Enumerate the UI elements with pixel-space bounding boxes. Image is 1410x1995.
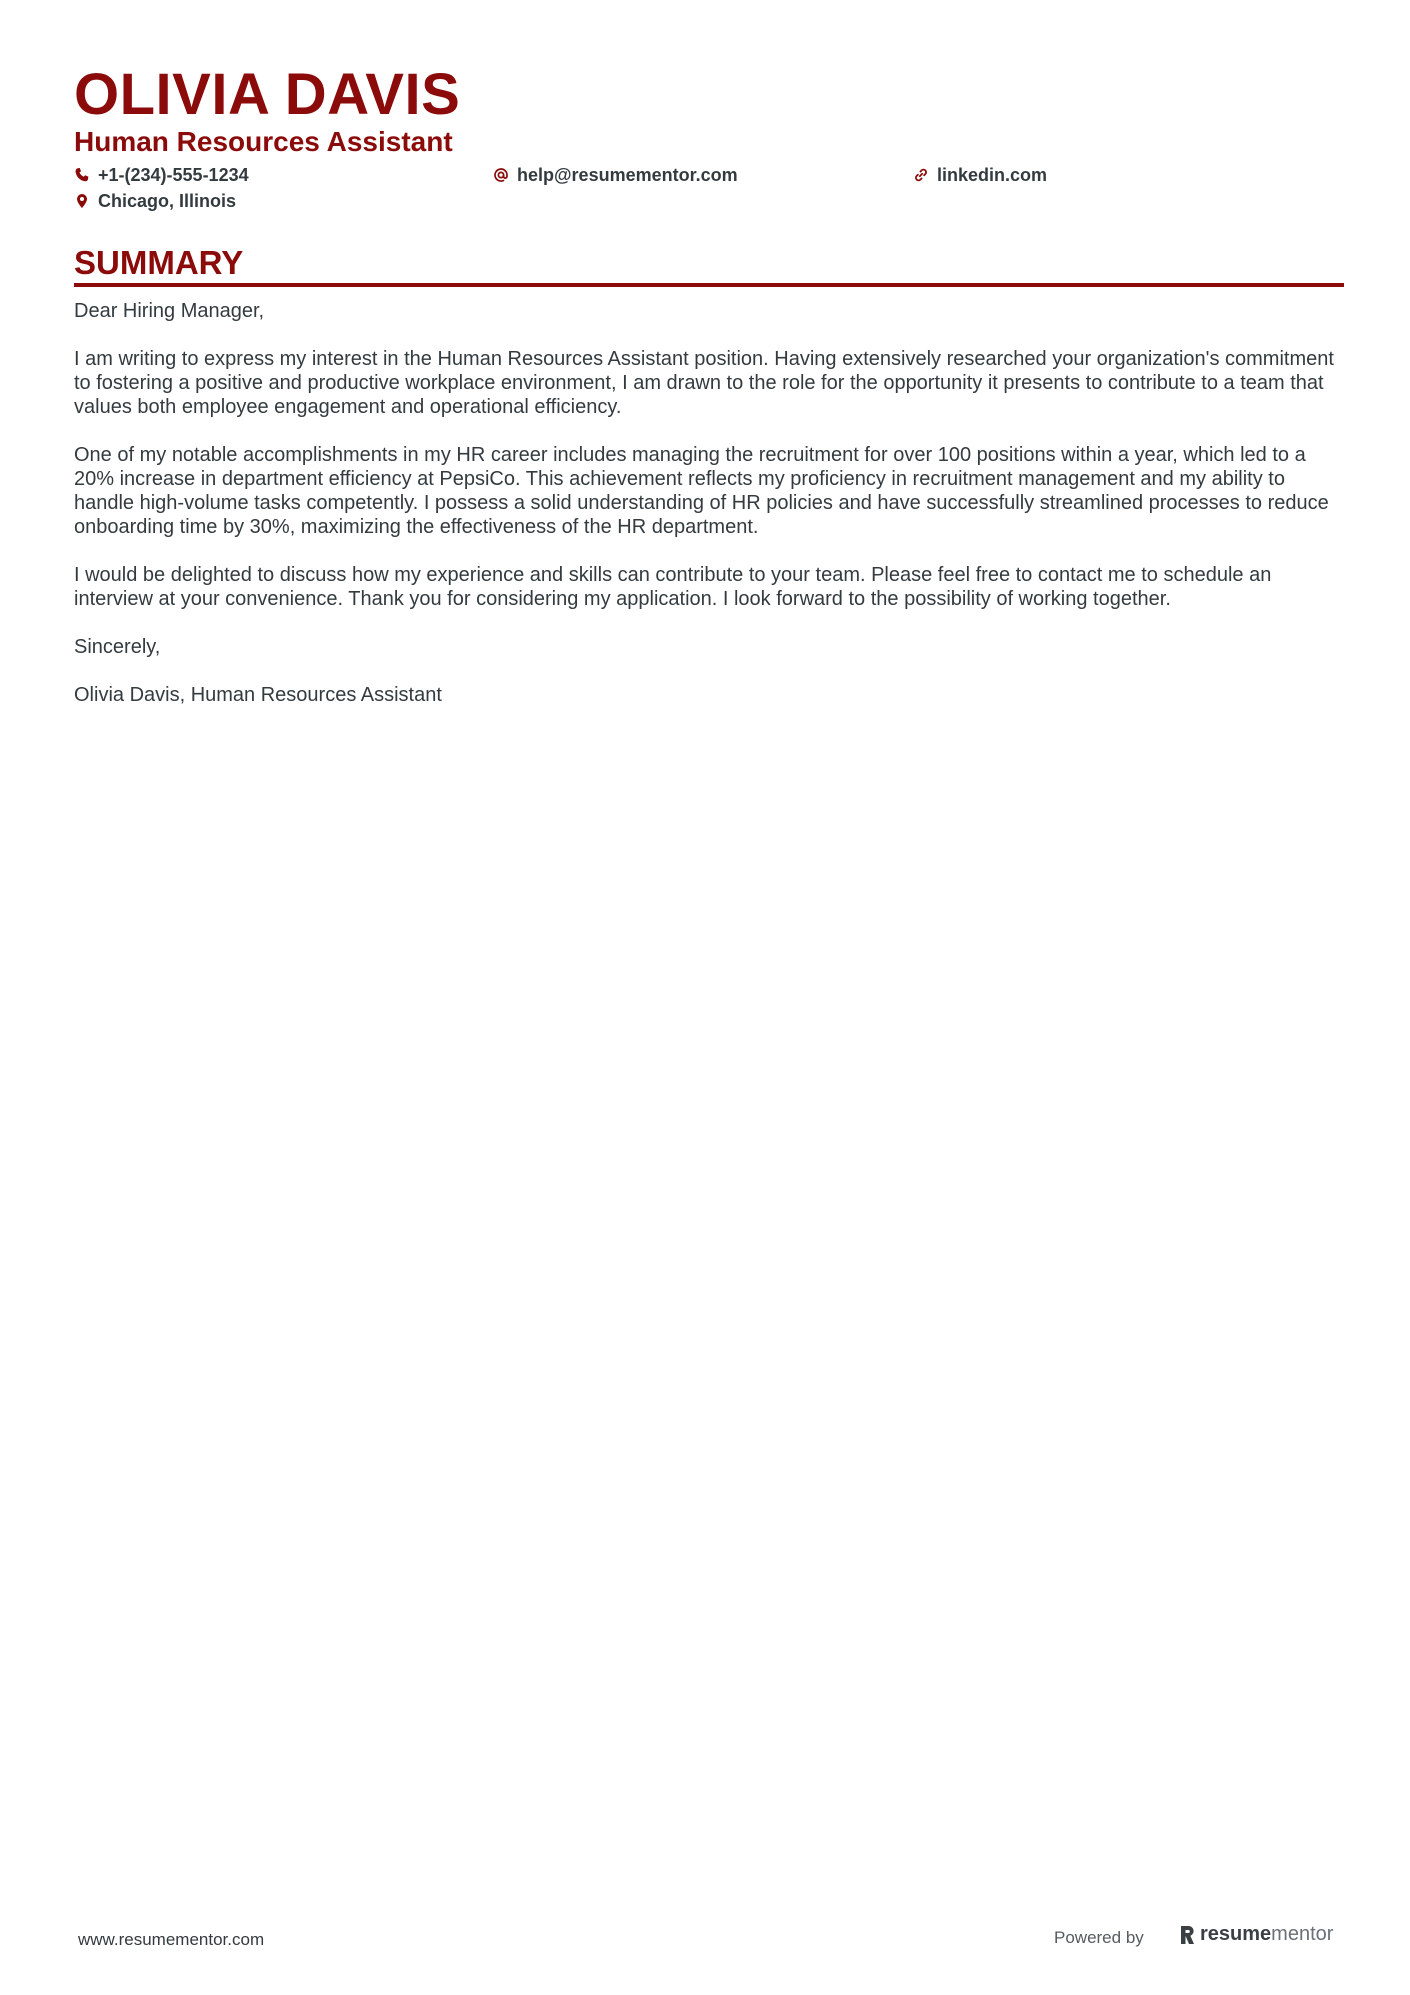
email-text: help@resumementor.com [517, 165, 738, 185]
resumementor-logo-icon [1178, 1924, 1196, 1946]
signature: Olivia Davis, Human Resources Assistant [74, 684, 442, 706]
closing: Sincerely, [74, 636, 161, 658]
section-divider [74, 283, 1344, 287]
phone-text: +1-(234)-555-1234 [98, 165, 249, 185]
applicant-name: OLIVIA DAVIS [74, 62, 461, 127]
phone-icon [74, 167, 90, 183]
letter-paragraph: I would be delighted to discuss how my experience and skills can contribute to your team. Please feel free to contact me to schedule an interview at your convenience. Thank you for considering my application. I look forward to the possibility of working together. [74, 564, 1272, 610]
resumementor-logo[interactable] [1178, 1923, 1333, 1946]
contact-location [74, 189, 236, 213]
contact-phone [74, 163, 249, 187]
job-title: Human Resources Assistant [74, 126, 453, 157]
brand-name-light: mentor [1271, 1923, 1334, 1945]
salutation: Dear Hiring Manager, [74, 300, 265, 322]
letter-paragraph: I am writing to express my interest in the Human Resources Assistant position. Having extensively researched your organization's commitment to fostering a positive and productive workplace environment, I am drawn to the role for the opportunity it presents to contribute to a team that values both employee engagement and operational efficiency. [74, 348, 1334, 418]
contact-linkedin[interactable] [913, 163, 1047, 187]
link-icon [913, 167, 929, 183]
linkedin-text: linkedin.com [937, 165, 1048, 185]
letter-body [74, 299, 1344, 731]
at-icon [493, 167, 509, 183]
contact-email[interactable] [493, 163, 738, 187]
letter-paragraph: One of my notable accomplishments in my HR career includes managing the recruitment for over 100 positions within a year, which led to a 20% increase in department efficiency at PepsiCo. This achievement reflects my proficiency in recruitment management and my ability to handle high-volume tasks competently. I possess a solid understanding of HR policies and have successfully streamlined processes to reduce onboarding time by 30%, maximizing the effectiveness of the HR department. [74, 444, 1329, 538]
powered-by-label: Powered by [1054, 1928, 1144, 1947]
location-text: Chicago, Illinois [98, 191, 237, 211]
location-pin-icon [74, 193, 90, 209]
section-title-summary: SUMMARY [74, 244, 244, 281]
footer-url[interactable]: www.resumementor.com [78, 1930, 265, 1949]
brand-name-bold: resume [1200, 1923, 1272, 1945]
